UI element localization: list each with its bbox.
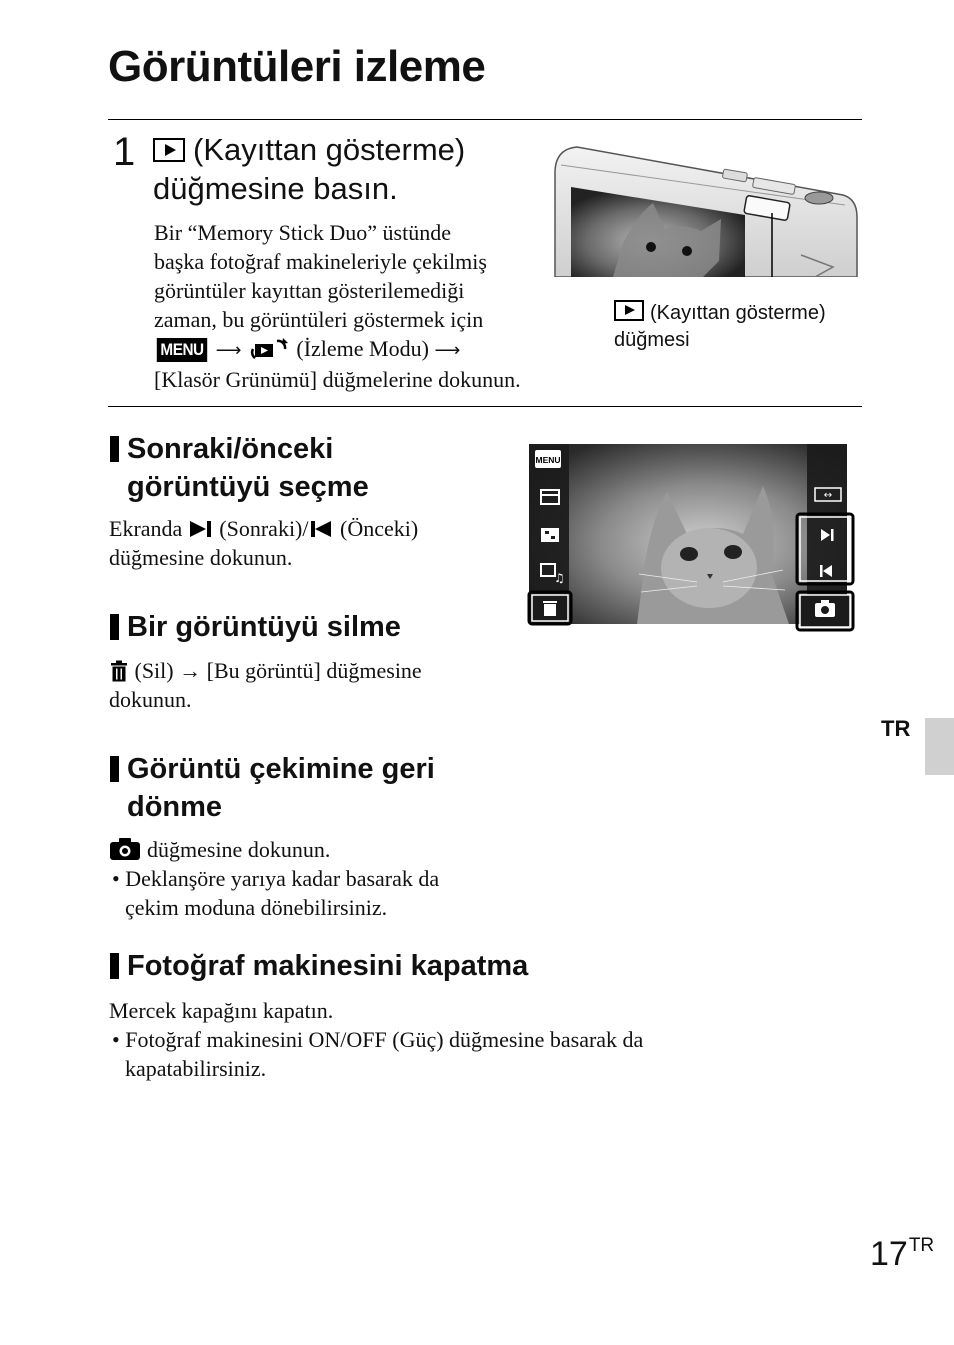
playback-icon [153, 138, 185, 162]
viewing-mode-text: (İzleme Modu) [296, 336, 429, 361]
step-body-line: görüntüler kayıttan gösterilemediği [154, 278, 465, 303]
body-text: düğmesine dokunun. [109, 545, 293, 570]
section-title-line2: dönme [127, 791, 223, 823]
index-icon [541, 528, 559, 542]
section-title-line1: Sonraki/önceki [127, 433, 334, 465]
camera-icon [109, 837, 141, 861]
section-marker [110, 614, 119, 640]
body-text: Ekranda [109, 516, 183, 541]
section-title: Bir görüntüyü silme [127, 611, 401, 643]
menu-icon: MENU [157, 338, 207, 362]
camera-illustration [553, 143, 859, 277]
svg-text:♫: ♫ [554, 571, 565, 585]
next-icon [188, 521, 214, 537]
camera-caption-line2: düğmesi [614, 329, 690, 351]
section-title-line2: görüntüyü seçme [127, 471, 369, 503]
step-divider [108, 406, 862, 407]
section-marker [110, 756, 119, 782]
step-body-menu-line [154, 334, 584, 365]
bullet-text: • Deklanşöre yarıya kadar basarak da [112, 866, 440, 891]
step-body [154, 218, 584, 394]
viewing-mode-icon [247, 335, 291, 361]
bullet-text: çekim moduna dönebilirsiniz. [125, 895, 388, 920]
section-heading-power-off [110, 947, 528, 985]
arrow-right-icon: ⟶ [434, 340, 461, 361]
step-heading-line2: düğmesine basın. [153, 171, 398, 206]
top-divider [108, 119, 862, 120]
section-title: Fotoğraf makinesini kapatma [127, 950, 529, 982]
camera-caption-line1: (Kayıttan gösterme) [650, 302, 826, 324]
section-body-delete [109, 656, 422, 714]
playback-icon [614, 300, 644, 321]
step-heading-line1: (Kayıttan gösterme) [193, 132, 466, 167]
language-label: TR [881, 716, 911, 741]
section-heading-return-shooting [110, 750, 435, 826]
section-marker [110, 953, 119, 979]
trash-icon [109, 660, 129, 682]
previous-icon [309, 521, 335, 537]
camera-caption [614, 300, 826, 354]
bullet-text: kapatabilirsiniz. [125, 1056, 267, 1081]
section-body-next-prev [109, 514, 418, 572]
section-heading-delete [110, 608, 401, 646]
body-text: dokunun. [109, 687, 192, 712]
arrow-right-icon: ⟶ [215, 340, 242, 361]
screen-menu-text: MENU [535, 455, 561, 465]
screen-illustration [527, 442, 859, 634]
step-body-line: [Klasör Grünümü] düğmelerine dokunun. [154, 367, 521, 392]
section-body-return-shooting [109, 835, 439, 922]
bullet-text: • Fotoğraf makinesini ON/OFF (Güç) düğmesine basarak da [112, 1027, 644, 1052]
page-title: Görüntüleri izleme [108, 42, 486, 91]
page-number [870, 1235, 934, 1274]
body-text: (Sonraki)/ [219, 516, 309, 541]
step-body-line: Bir “Memory Stick Duo” üstünde [154, 220, 451, 245]
page-number-suffix: TR [908, 1235, 935, 1256]
section-title-line1: Görüntü çekimine geri [127, 753, 435, 785]
section-marker [110, 436, 119, 462]
section-heading-next-prev [110, 430, 369, 506]
language-tab-marker [925, 718, 954, 775]
body-text: düğmesine dokunun. [147, 837, 331, 862]
body-text: (Sil) → [Bu görüntü] düğmesine [134, 658, 422, 683]
body-text: Mercek kapağını kapatın. [109, 998, 334, 1023]
body-text: (Önceki) [340, 516, 419, 541]
section-body-power-off [109, 996, 643, 1083]
svg-text:↔: ↔ [823, 490, 833, 501]
page-number-value: 17 [870, 1235, 908, 1273]
step-heading [153, 130, 465, 208]
step-body-line: başka fotoğraf makineleriyle çekilmiş [154, 249, 487, 274]
step-number: 1 [113, 130, 136, 174]
step-body-line: zaman, bu görüntüleri göstermek için [154, 307, 484, 332]
